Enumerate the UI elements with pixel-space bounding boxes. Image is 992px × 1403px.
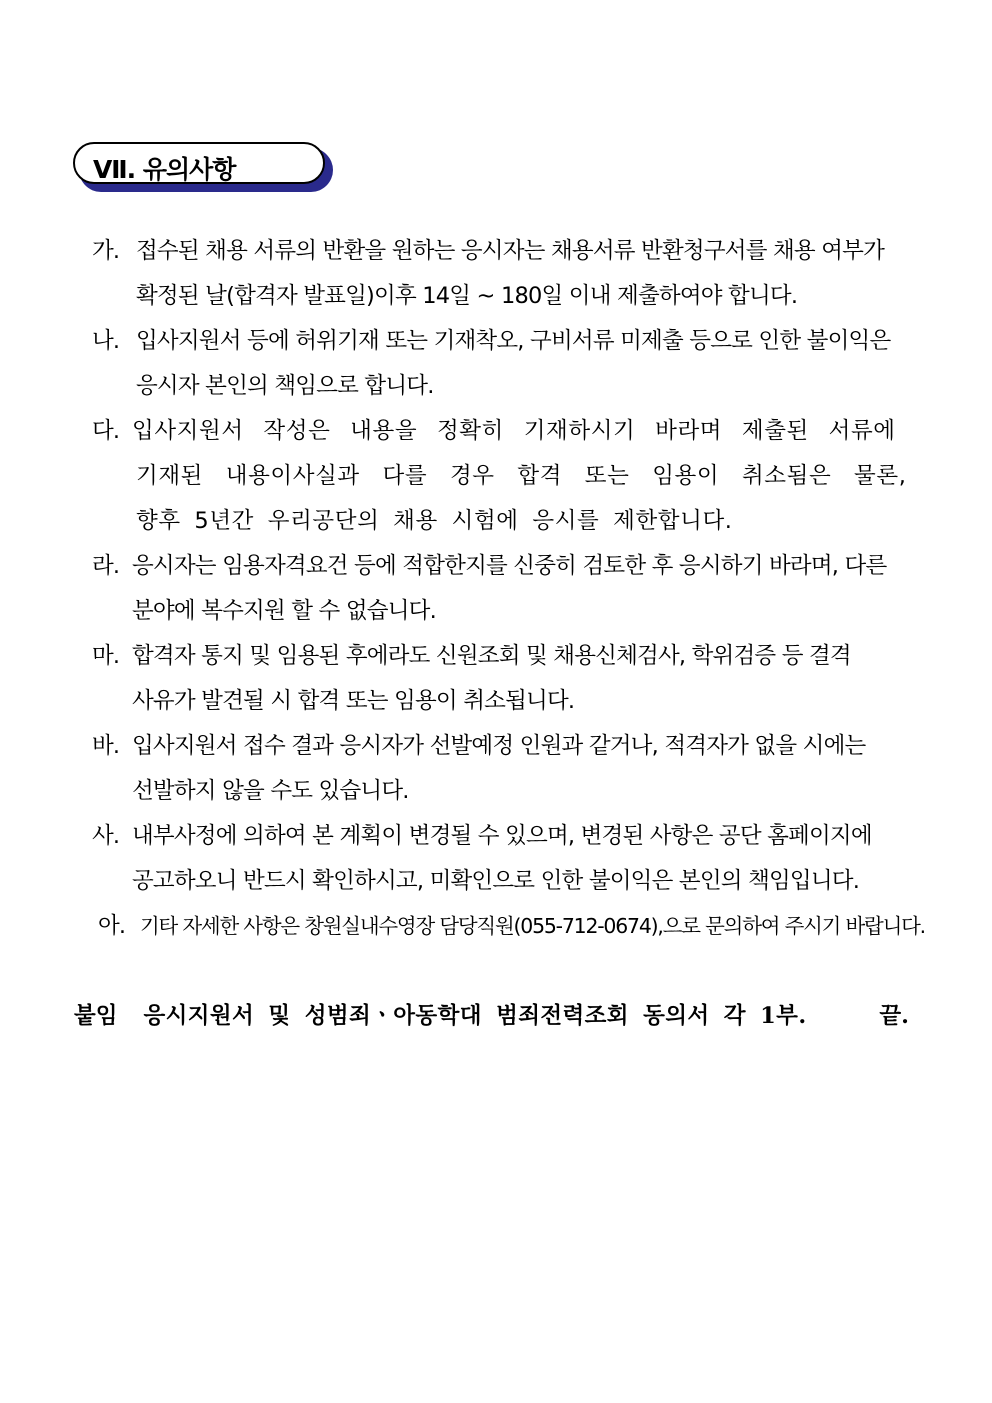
item-text: 합격자 통지 및 임용된 후에라도 신원조회 및 채용신체검사, 학위검증 등 결격	[132, 643, 851, 669]
section-header-box	[73, 142, 325, 184]
item-label: 아.	[98, 913, 126, 939]
item-text: 응시자 본인의 책임으로 합니다.	[136, 373, 434, 399]
item-text: 기재된 내용이사실과 다를 경우 합격 또는 임용이 취소됨은 물론,	[136, 463, 907, 489]
notice-line	[92, 679, 922, 724]
notice-line	[92, 589, 922, 634]
item-text: 확정된 날(합격자 발표일)이후 14일 ~ 180일 이내 제출하여야 합니다.	[136, 283, 798, 309]
item-text: 접수된 채용 서류의 반환을 원하는 응시자는 채용서류 반환청구서를 채용 여부가	[136, 238, 885, 264]
notice-line	[92, 904, 925, 949]
item-text: 내부사정에 의하여 본 계획이 변경될 수 있으며, 변경된 사항은 공단 홈페이지에	[132, 823, 872, 849]
item-text: 향후 5년간 우리공단의 채용 시험에 응시를 제한합니다.	[136, 508, 733, 534]
item-text: 입사지원서 등에 허위기재 또는 기재착오, 구비서류 미제출 등으로 인한 불이익은	[136, 328, 891, 354]
item-text: 사유가 발견될 시 합격 또는 임용이 취소됩니다.	[132, 688, 575, 714]
notice-item-ga	[92, 229, 922, 319]
notice-item-ma	[92, 634, 922, 724]
notice-line	[92, 409, 922, 454]
notice-item-ba	[92, 724, 922, 814]
notice-line	[92, 229, 922, 274]
notice-line	[92, 499, 922, 544]
attachment-line	[74, 996, 909, 1036]
notice-line	[92, 319, 922, 364]
item-label: 다.	[92, 418, 120, 444]
notice-line	[92, 724, 922, 769]
section-header	[73, 142, 331, 190]
attachment-end: 끝.	[879, 1003, 909, 1029]
notice-line	[92, 859, 922, 904]
item-text: 분야에 복수지원 할 수 없습니다.	[132, 598, 436, 624]
notice-line	[92, 814, 922, 859]
notice-item-a	[92, 904, 925, 949]
item-label: 가.	[92, 238, 120, 264]
notice-line	[92, 634, 922, 679]
notice-line	[92, 769, 922, 814]
item-text: 입사지원서 작성은 내용을 정확히 기재하시기 바라며 제출된 서류에	[132, 418, 896, 444]
item-label: 바.	[92, 733, 120, 759]
item-label: 사.	[92, 823, 120, 849]
attachment-label: 붙임	[74, 1003, 118, 1029]
item-label: 나.	[92, 328, 120, 354]
item-label: 마.	[92, 643, 120, 669]
item-label: 라.	[92, 553, 120, 579]
item-text: 공고하오니 반드시 확인하시고, 미확인으로 인한 불이익은 본인의 책임입니다.	[132, 868, 860, 894]
notice-line	[92, 544, 922, 589]
notice-item-da	[92, 409, 922, 544]
section-title: Ⅶ. 유의사항	[93, 155, 236, 184]
item-text: 응시자는 임용자격요건 등에 적합한지를 신중히 검토한 후 응시하기 바라며, 다른	[132, 553, 887, 579]
notice-item-ra	[92, 544, 922, 634]
notice-line	[92, 454, 922, 499]
notice-item-sa	[92, 814, 922, 904]
notice-item-na	[92, 319, 922, 409]
item-text: 기타 자세한 사항은 창원실내수영장 담당직원(055-712-0674),으로 문의하여 주시기 바랍니다.	[140, 914, 925, 938]
attachment-text: 응시지원서 및 성범죄ㆍ아동학대 범죄전력조회 동의서 각 1부.	[143, 1003, 807, 1029]
item-text: 선발하지 않을 수도 있습니다.	[132, 778, 409, 804]
item-text: 입사지원서 접수 결과 응시자가 선발예정 인원과 같거나, 적격자가 없을 시에는	[132, 733, 866, 759]
